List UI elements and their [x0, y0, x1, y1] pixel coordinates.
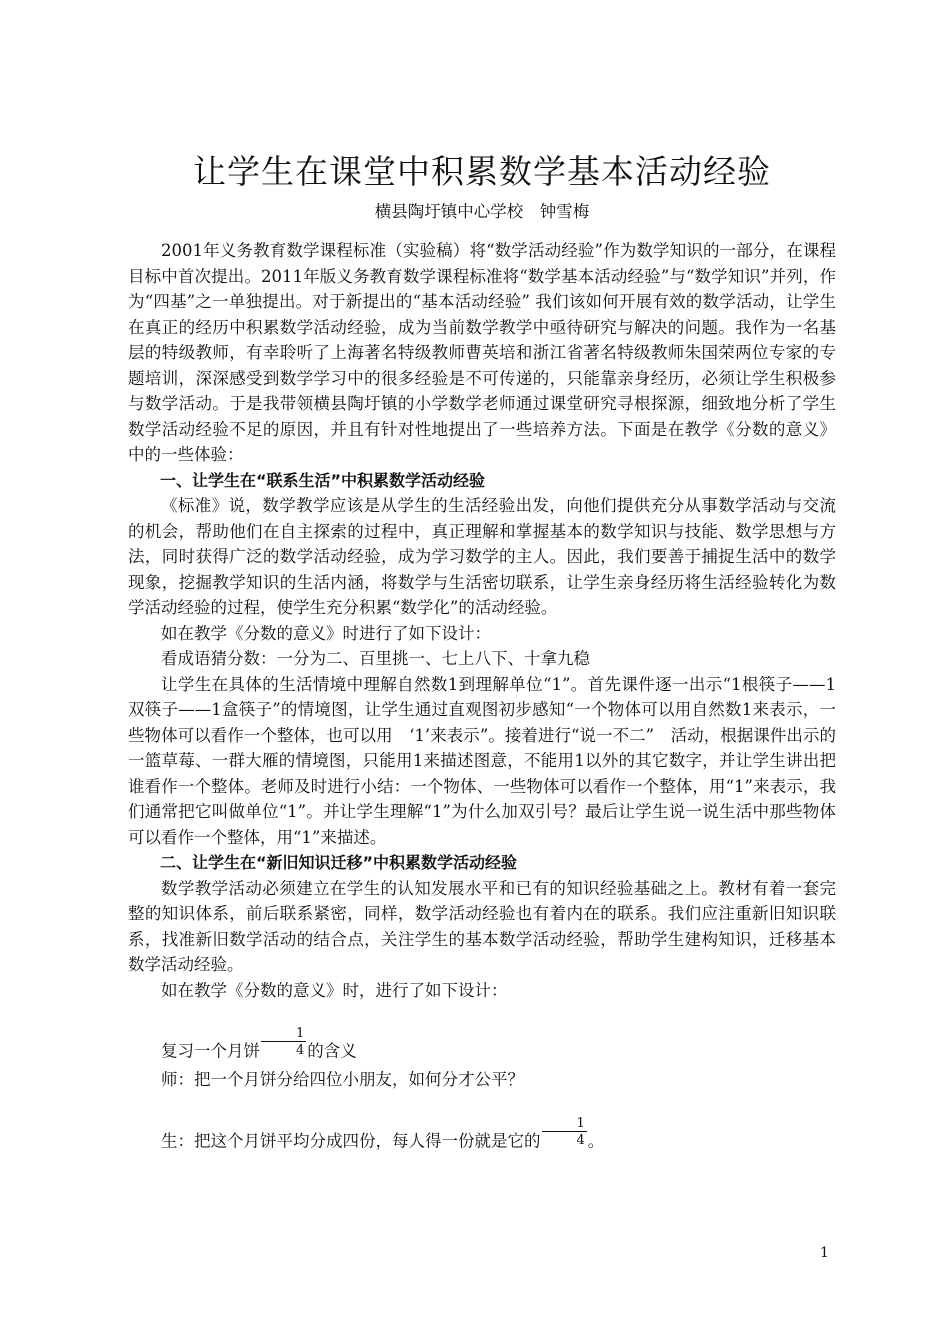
fraction-denominator: 4: [576, 1132, 585, 1148]
fraction-numerator: 1: [261, 1027, 306, 1042]
teacher-line: 师：把一个月饼分给四位小朋友，如何分才公平？: [161, 1070, 524, 1089]
section-heading-2: 二、让学生在“新旧知识迁移”中积累数学活动经验: [160, 853, 518, 872]
paragraph: 如在教学《分数的意义》时，进行了如下设计：: [161, 980, 508, 1000]
paragraph: 让学生在具体的生活情境中理解自然数1到理解单位“1”。首先课件逐一出示“1根筷子——1双筷子——1盒筷子”的情境图，让学生通过直观图初步感知“一个物体可以用自然数1来表示，一些物体可以看作一个整体，也可以用 ‘1’来表示”。接着进行“说一不二” 活动，根据课件出示的一篮草莓、一群大雁的情境图，只能用1来描述图意，不能用1以外的其它数字，并让学生讲出把谁看作一个整体。老师及时进行小结：一个物体、一些物体可以看作一个整体，用“1”来表示，我们通常把它叫做单位“1”。并让学生理解“1”为什么加双引号？最后让学生说一说生活中那些物体可以看作一个整体，用“1”来描述。: [128, 674, 836, 847]
paragraph: 数学教学活动必须建立在学生的认知发展水平和已有的知识经验基础之上。教材有着一套完整的知识体系，前后联系紧密，同样，数学活动经验也有着内在的联系。我们应注重新旧知识联系，找准新旧数学活动的结合点，关注学生的基本数学活动经验，帮助学生建构知识，迁移基本数学活动经验。: [128, 878, 836, 974]
paragraph: 《标准》说，数学教学应该是从学生的生活经验出发，向他们提供充分从事数学活动与交流的机会，帮助他们在自主探索的过程中，真正理解和掌握基本的数学知识与技能、数学思想与方法，同时获得广泛的数学活动经验，成为学习数学的主人。因此，我们要善于捕捉生活中的数学现象，挖掘教学知识的生活内涵，将数学与生活密切联系，让学生亲身经历将生活经验转化为数学活动经验的过程，使学生充分积累“数学化”的活动经验。: [128, 496, 836, 617]
paragraph: 看成语猜分数：一分为二、百里挑一、七上八下、十拿九稳: [161, 649, 590, 668]
intro-paragraph: 2001年义务教育数学课程标准（实验稿）将“数学活动经验”作为数学知识的一部分，在课程目标中首次提出。2011年版义务教育数学课程标准将“数学基本活动经验”与“数学知识”并列，作为“四基”之一单独提出。对于新提出的“基本活动经验” 我们该如何开展有效的数学活动，让学生在真正的经历中积累数学活动经验，成为当前数学教学中亟待研究与解决的问题。我作为一名基层的特级教师，有幸聆听了上海著名特级教师曹英培和浙江省著名特级教师朱国荣两位专家的专题培训，深深感受到数学学习中的很多经验是不可传递的，只能靠亲身经历，必须让学生积极参与数学活动。于是我带领横县陶圩镇的小学数学老师通过课堂研究寻根探源，细致地分析了学生数学活动经验不足的原因，并且有针对性地提出了一些培养方法。下面是在教学《分数的意义》中的一些体验：: [128, 241, 836, 464]
fraction-denominator: 4: [296, 1043, 305, 1058]
page-number: 1: [820, 1245, 829, 1261]
review-line: 复习一个月饼 $\frac{1}{4}$ 的含义: [161, 1026, 357, 1061]
section-heading-1: 一、让学生在“联系生活”中积累数学活动经验: [160, 470, 486, 490]
document-title: 让学生在课堂中积累数学基本活动经验: [193, 152, 771, 191]
student-line: 生：把这个月饼平均分成四份，每人得一份就是它的 $\frac{1}{4}$ 。: [161, 1115, 605, 1150]
document-body: [128, 238, 836, 1157]
paragraph: 如在教学《分数的意义》时进行了如下设计：: [161, 623, 491, 643]
fraction-numerator: 1: [542, 1117, 587, 1132]
fraction: [261, 1027, 306, 1057]
author-line: 横县陶圩镇中心学校 钟雪梅: [374, 202, 590, 221]
fraction: [542, 1117, 587, 1147]
